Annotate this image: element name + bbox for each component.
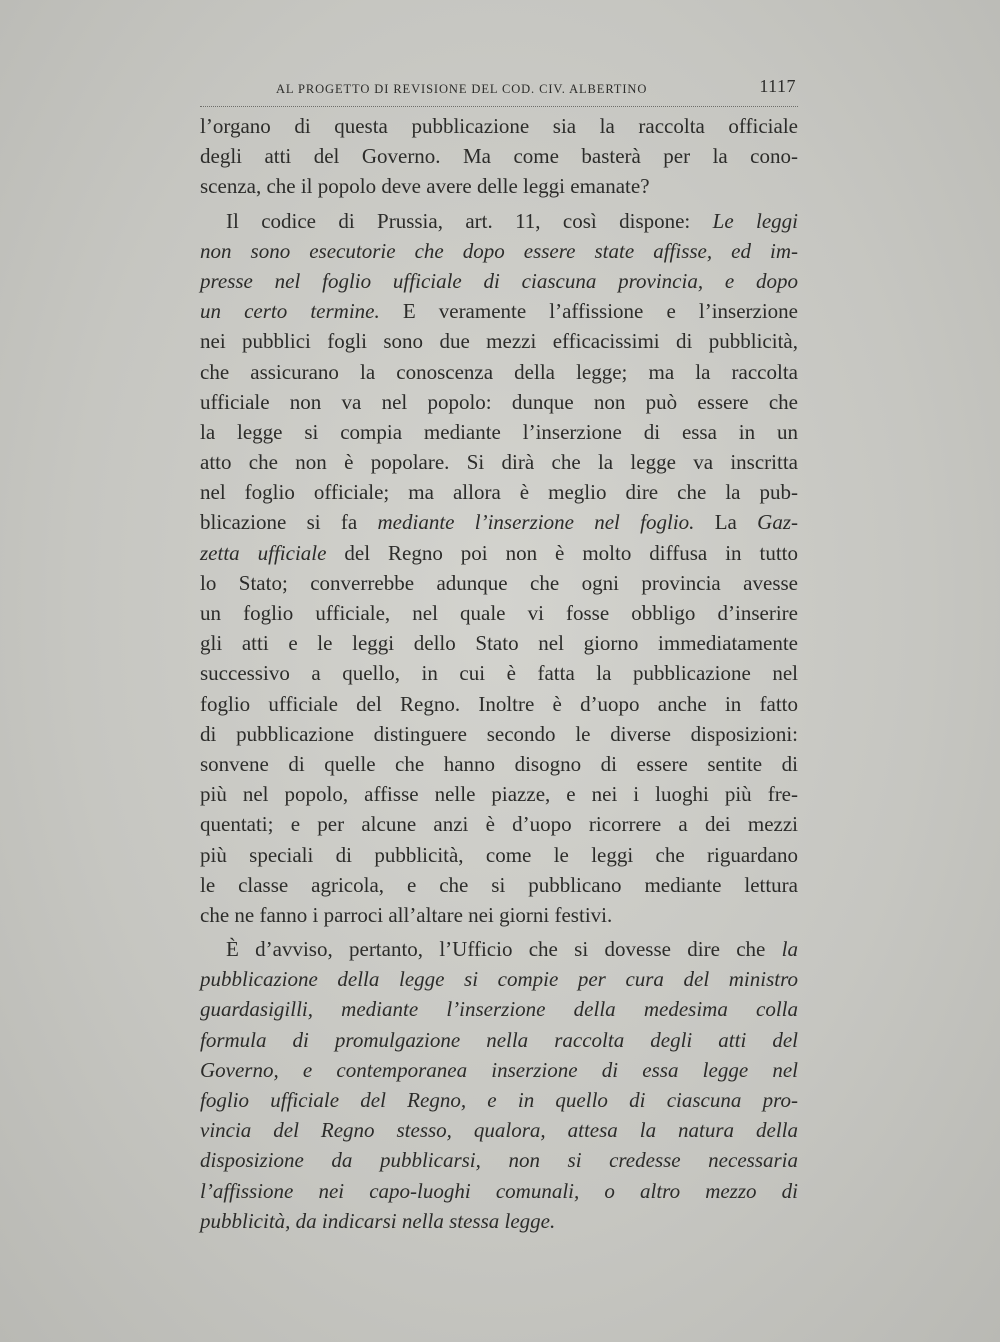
italic-run: pubblicazione della legge si compie per cura del ministro (200, 967, 798, 992)
italic-run: presse nel foglio ufficiale di ciascuna provincia, e dopo (200, 268, 798, 293)
text-line (200, 749, 798, 779)
text-line (200, 1145, 798, 1175)
text-line (200, 1206, 798, 1236)
text-line (200, 994, 798, 1024)
text-run: scenza, che il popolo deve avere delle leggi emanate? (200, 174, 650, 199)
text-run: blicazione si fa (200, 510, 378, 535)
text-line (200, 870, 798, 900)
italic-run: formula di promulgazione nella raccolta degli atti del (200, 1027, 798, 1052)
italic-run: Governo, e contemporanea inserzione di essa legge nel (200, 1057, 798, 1082)
text-run: quentati; e per alcune anzi è d’uopo ricorrere a dei mezzi (200, 812, 798, 837)
text-run: ufficiale non va nel popolo: dunque non può essere che (200, 389, 798, 414)
text-run: un foglio ufficiale, nel quale vi fosse obbligo d’inserire (200, 601, 798, 625)
italic-run: Gaz- (757, 510, 798, 535)
italic-run: guardasigilli, mediante l’inserzione della medesima colla (200, 997, 798, 1022)
text-line (200, 206, 798, 236)
page-number: 1117 (759, 76, 796, 96)
text-line (200, 719, 798, 749)
text-line (200, 387, 798, 417)
italic-run: Le leggi (712, 208, 798, 233)
text-line (200, 1025, 798, 1055)
text-run: le classe agricola, e che si pubblicano mediante lettura (200, 872, 798, 897)
text-run: foglio ufficiale del Regno. Inoltre è d’uopo anche in fatto (200, 691, 798, 716)
text-run: di pubblicazione distinguere secondo le diverse disposizioni: (200, 721, 798, 746)
text-line (200, 1115, 798, 1145)
text-run: successivo a quello, in cui è fatta la pubblicazione nel (200, 661, 798, 686)
italic-run: la (781, 937, 798, 962)
text-run: E veramente l’affissione e l’inserzione (379, 299, 799, 324)
text-run: del Regno poi non è molto diffusa in tutto (326, 540, 798, 565)
italic-run: foglio ufficiale del Regno, e in quello di ciascuna pro- (200, 1088, 798, 1112)
text-line (200, 357, 798, 387)
text-run: lo Stato; converrebbe adunque che ogni provincia avesse (200, 570, 798, 595)
text-line (200, 658, 798, 688)
text-run: la legge si compia mediante l’inserzione di essa in un (200, 419, 798, 444)
text-line (200, 900, 798, 930)
paragraph (200, 111, 798, 202)
text-line (200, 538, 798, 568)
text-run: più nel popolo, affisse nelle piazze, e nei i luoghi più fre- (200, 782, 798, 807)
italic-run: non sono esecutorie che dopo essere state affisse, ed im- (200, 238, 798, 263)
text-run: nel foglio officiale; ma allora è meglio dire che la pub- (200, 480, 798, 505)
text-line (200, 111, 798, 141)
text-line (200, 1085, 798, 1115)
text-run: gli atti e le leggi dello Stato nel giorno immediatamente (200, 631, 798, 656)
italic-run: mediante l’inserzione nel foglio. (377, 510, 695, 535)
text-line (200, 628, 798, 658)
text-run: degli atti del Governo. Ma come basterà per la cono- (200, 144, 798, 169)
text-line (200, 568, 798, 598)
text-line (200, 266, 798, 296)
text-line (200, 809, 798, 839)
text-run: È d’avviso, pertanto, l’Ufficio che si dovesse dire che (226, 937, 782, 962)
text-line (200, 326, 798, 356)
italic-run: l’affissione nei capo-luoghi comunali, o altro mezzo di (200, 1178, 798, 1203)
paragraph (200, 934, 798, 1236)
text-run: che assicurano la conoscenza della legge; ma la raccolta (200, 359, 798, 384)
text-line (200, 141, 798, 171)
italic-run: zetta ufficiale (200, 540, 327, 565)
text-line (200, 477, 798, 507)
running-header (200, 72, 798, 106)
text-run: atto che non è popolare. Si dirà che la legge va inscritta (200, 450, 798, 475)
text-run: nei pubblici fogli sono due mezzi efficacissimi di pubblicità, (200, 329, 798, 354)
paragraph (200, 206, 798, 931)
text-line (200, 1055, 798, 1085)
text-run: più speciali di pubblicità, come le leggi che riguardano (200, 842, 798, 867)
header-rule (200, 106, 798, 107)
text-line (200, 964, 798, 994)
text-line (200, 689, 798, 719)
text-line (200, 447, 798, 477)
text-run: sonvene di quelle che hanno disogno di essere sentite di (200, 751, 798, 776)
body-text (200, 111, 798, 1236)
text-line (200, 779, 798, 809)
text-line (200, 171, 798, 201)
text-line (200, 296, 798, 326)
italic-run: disposizione da pubblicarsi, non si credesse necessaria (200, 1148, 798, 1173)
text-line (200, 1176, 798, 1206)
running-title: AL PROGETTO DI REVISIONE DEL COD. CIV. ALBERTINO (276, 82, 648, 96)
text-line (200, 934, 798, 964)
text-run: l’organo di questa pubblicazione sia la raccolta officiale (200, 114, 798, 138)
text-line (200, 507, 798, 537)
text-run: che ne fanno i parroci all’altare nei giorni festivi. (200, 902, 613, 927)
text-line (200, 417, 798, 447)
book-page (200, 72, 798, 1236)
text-line (200, 598, 798, 628)
text-line (200, 840, 798, 870)
italic-run: un certo termine. (200, 299, 380, 324)
italic-run: pubblicità, da indicarsi nella stessa legge. (200, 1208, 556, 1233)
text-run: La (694, 510, 758, 535)
italic-run: vincia del Regno stesso, qualora, attesa la natura della (200, 1118, 798, 1143)
text-line (200, 236, 798, 266)
text-run: Il codice di Prussia, art. 11, così dispone: (226, 208, 713, 233)
